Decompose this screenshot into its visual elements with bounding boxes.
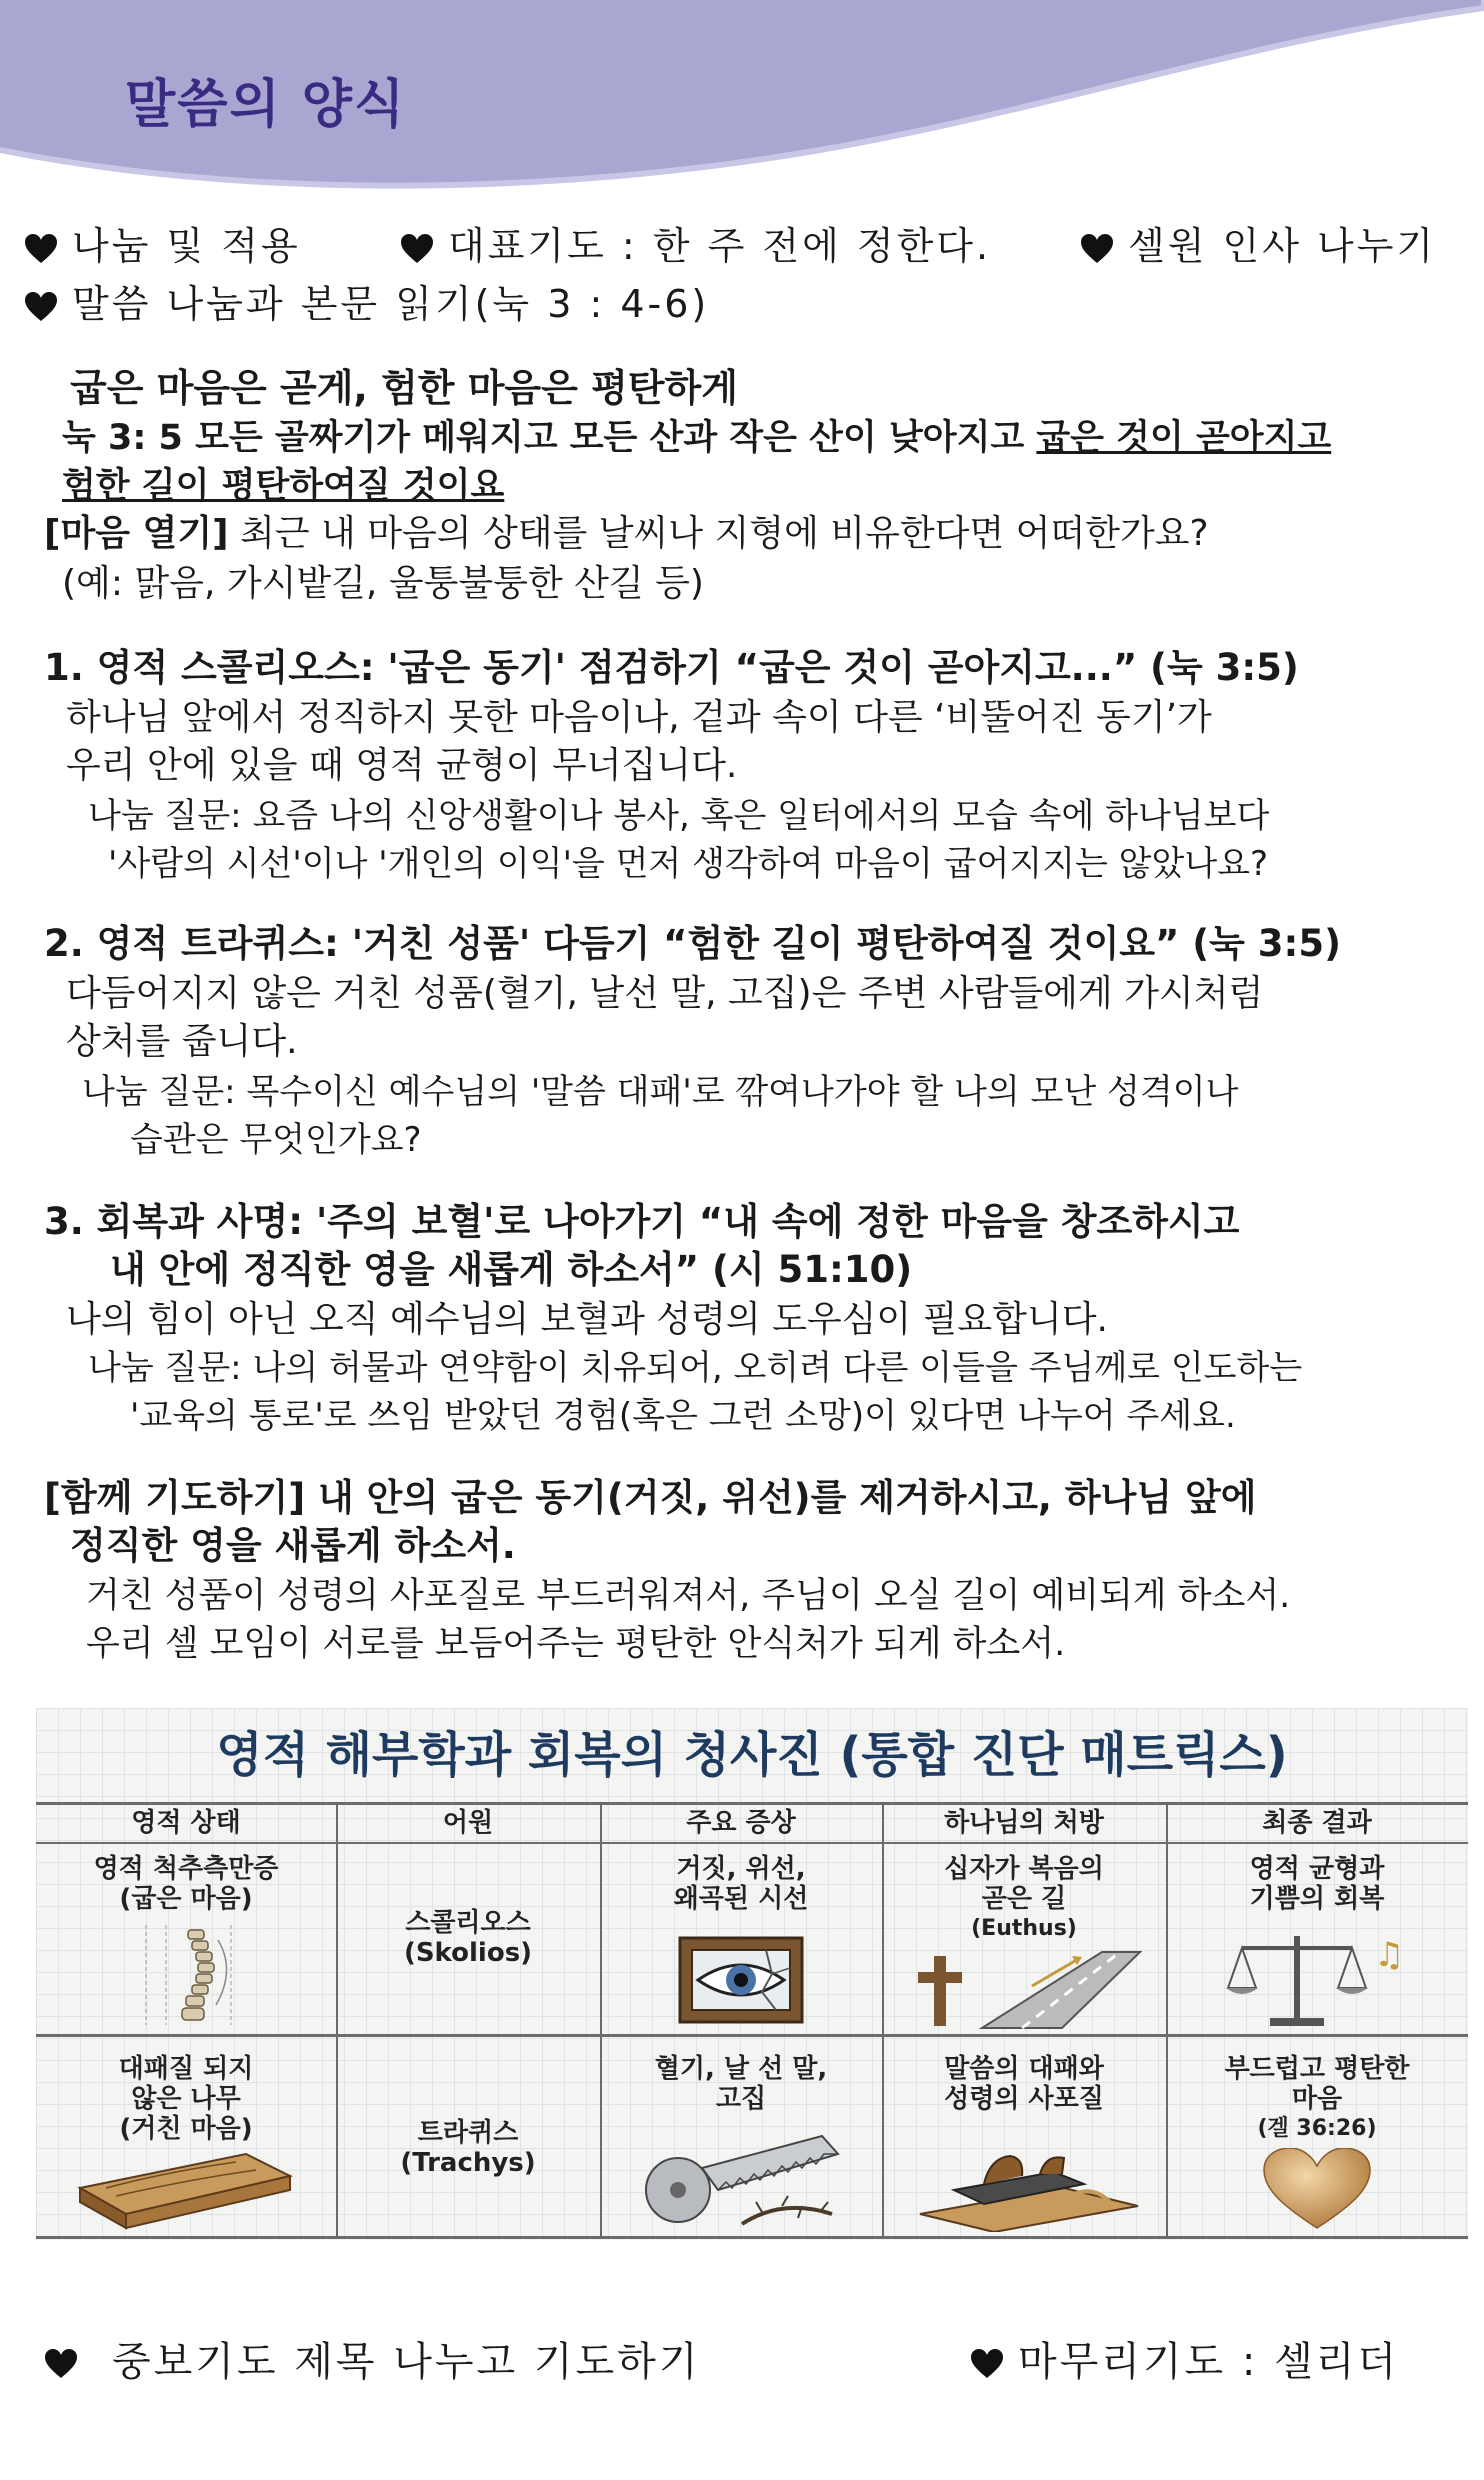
cell-line: (굽은 마음)	[119, 1884, 253, 1914]
verse-underlined-1: 굽은 것이 곧아지고	[1036, 418, 1332, 458]
cell-line: (Skolios)	[403, 1938, 533, 1968]
word-reading-item	[24, 280, 709, 328]
cell-line: 거짓, 위선,	[676, 1854, 806, 1884]
row2-symptom	[600, 2054, 882, 2114]
table-border-bottom	[36, 2236, 1468, 2239]
row2-origin	[336, 2118, 600, 2178]
section-3-question-1: 나눔 질문: 나의 허물과 연약함이 치유되어, 오히려 다른 이들을 주님께로 인도하는	[88, 1348, 1303, 1388]
row1-origin	[336, 1908, 600, 1968]
section-2-question-1: 나눔 질문: 목수이신 예수님의 '말씀 대패'로 깎여나가야 할 나의 모난 성격이나	[82, 1072, 1239, 1112]
broken-mirror-eye-icon	[676, 1934, 806, 2026]
cell-line: 부드럽고 평탄한	[1224, 2054, 1410, 2084]
section-3-body-1: 나의 힘이 아닌 오직 예수님의 보혈과 성령의 도우심이 필요합니다.	[66, 1299, 1108, 1340]
word-reading-label: 말씀 나눔과 본문 읽기(눅 3 : 4-6)	[72, 282, 710, 326]
cell-line: 곧은 길	[981, 1884, 1067, 1914]
spine-icon	[136, 1920, 246, 2030]
prayer-heading-2: 정직한 영을 새롭게 하소서.	[70, 1524, 516, 1567]
cell-line: 십자가 복음의	[944, 1854, 1104, 1884]
col-header-origin: 어원	[442, 1808, 494, 1838]
prayer-body-2: 우리 셀 모임이 서로를 보듬어주는 평탄한 안식처가 되게 하소서.	[86, 1624, 1066, 1664]
heart-icon	[400, 234, 434, 264]
heart-icon	[1080, 234, 1114, 264]
section-1-body-2: 우리 안에 있을 때 영적 균형이 무너집니다.	[66, 745, 738, 786]
row1-remedy	[882, 1854, 1166, 1944]
section-2-question-2: 습관은 무엇인가요?	[130, 1120, 422, 1160]
section-2-heading: 2. 영적 트라퀴스: '거친 성품' 다듬기 “험한 길이 평탄하여질 것이요” (눅 3:5)	[44, 922, 1341, 965]
page-title: 말씀의 양식	[125, 75, 407, 135]
scales-icon	[1226, 1926, 1406, 2030]
cell-line: 마음	[1291, 2084, 1343, 2114]
row1-result	[1166, 1854, 1468, 1914]
col-header-result: 최종 결과	[1262, 1808, 1372, 1838]
verse-underlined-2: 험한 길이 평탄하여질 것이요	[62, 466, 505, 506]
prayer-heading-1: [함께 기도하기] 내 안의 굽은 동기(거짓, 위선)를 제거하시고, 하나님 앞에	[44, 1476, 1257, 1519]
section-3-heading: 3. 회복과 사명: '주의 보혈'로 나아가기 “내 속에 정한 마음을 창조하시고	[44, 1200, 1240, 1243]
heart-icon	[44, 2349, 78, 2379]
passage-verse	[62, 414, 1331, 462]
cell-line: 성령의 사포질	[944, 2084, 1104, 2114]
closing-label: 마무리기도 : 셀리더	[1018, 2339, 1400, 2385]
cell-line: 혈기, 날 선 말,	[654, 2054, 828, 2084]
section-3-question-2: '교육의 통로'로 쓰임 받았던 경험(혹은 그런 소망)이 있다면 나누어 주세요.	[130, 1396, 1236, 1436]
prayer-body-1: 거친 성품이 성령의 사포질로 부드러워져서, 주님이 오실 길이 예비되게 하소서.	[86, 1576, 1291, 1616]
cell-line: 왜곡된 시선	[673, 1884, 809, 1914]
cell-line: 대패질 되지	[118, 2054, 254, 2084]
section-2-body-2: 상처를 줍니다.	[66, 1021, 298, 1062]
row1-symptom	[600, 1854, 882, 1914]
cell-line: 기쁨의 회복	[1249, 1884, 1385, 1914]
col-header-state: 영적 상태	[131, 1808, 241, 1838]
table-row-divider	[36, 2034, 1468, 2037]
row2-state	[36, 2054, 336, 2144]
col-header-symptom: 주요 증상	[686, 1808, 796, 1838]
infographic	[36, 1708, 1468, 2240]
greeting-label: 셀원 인사 나누기	[1128, 224, 1437, 268]
opening-label: [마음 열기]	[44, 513, 229, 554]
sharing-label: 나눔 및 적용	[72, 224, 301, 268]
intercession-label: 중보기도 제목 나누고 기도하기	[112, 2339, 701, 2385]
cell-line: (거친 마음)	[119, 2114, 253, 2144]
cell-line: 말씀의 대패와	[944, 2054, 1104, 2084]
row2-remedy	[882, 2054, 1166, 2114]
cell-line: (겔 36:26)	[1257, 2116, 1377, 2141]
section-1-question-1: 나눔 질문: 요즘 나의 신앙생활이나 봉사, 혹은 일터에서의 모습 속에 하나님보다	[88, 796, 1270, 836]
verse-text: 눅 3: 5 모든 골짜기가 메워지고 모든 산과 작은 산이 낮아지고	[62, 418, 1037, 458]
heart-icon	[24, 234, 58, 264]
section-1-question-2: '사람의 시선'이나 '개인의 이익'을 먼저 생각하여 마음이 굽어지지는 않았나요?	[108, 844, 1269, 884]
cell-line: 스콜리오스	[405, 1908, 531, 1938]
rep-prayer-label: 대표기도 : 한 주 전에 정한다.	[448, 224, 992, 268]
table-header-line	[36, 1842, 1468, 1844]
section-1-heading: 1. 영적 스콜리오스: '굽은 동기' 점검하기 “굽은 것이 곧아지고...” (눅 3:5)	[44, 646, 1299, 689]
heart-icon	[24, 292, 58, 322]
opening-example: (예: 맑음, 가시밭길, 울퉁불퉁한 산길 등)	[62, 563, 704, 604]
cell-line: 영적 척추측만증	[93, 1854, 279, 1884]
cell-line: (Euthus)	[971, 1916, 1077, 1941]
cell-line: (Trachys)	[400, 2148, 536, 2178]
sharing-item	[24, 222, 301, 270]
greeting-item	[1080, 222, 1436, 270]
opening-question	[44, 510, 1209, 558]
svg-text:♫: ♫	[1374, 1935, 1405, 1975]
row1-state	[36, 1854, 336, 1914]
closing-item	[970, 2330, 1399, 2387]
wood-plank-icon	[76, 2148, 296, 2232]
section-2-body-1: 다듬어지지 않은 거친 성품(혈기, 날선 말, 고집)은 주변 사람들에게 가시처럼	[66, 973, 1264, 1014]
rep-prayer-item	[400, 222, 991, 270]
cell-line: 않은 나무	[131, 2084, 241, 2114]
header-band	[0, 0, 1484, 210]
passage-heading: 굽은 마음은 곧게, 험한 마음은 평탄하게	[70, 366, 738, 410]
saw-thorn-icon	[642, 2128, 862, 2232]
cell-line: 트라퀴스	[417, 2118, 519, 2148]
cell-line: 영적 균형과	[1249, 1854, 1385, 1884]
col-header-remedy: 하나님의 처방	[944, 1808, 1104, 1838]
infographic-title: 영적 해부학과 회복의 청사진 (통합 진단 매트릭스)	[216, 1727, 1288, 1783]
heart-icon	[970, 2349, 1004, 2379]
hand-plane-icon	[914, 2128, 1144, 2232]
row2-result	[1166, 2054, 1468, 2144]
cross-road-icon	[912, 1946, 1142, 2030]
intercession-item	[44, 2330, 700, 2387]
cell-line: 고집	[715, 2084, 767, 2114]
section-1-body-1: 하나님 앞에서 정직하지 못한 마음이나, 겉과 속이 다른 ‘비뚤어진 동기’가	[66, 697, 1212, 738]
heart-icon	[1262, 2148, 1372, 2230]
opening-text: 최근 내 마음의 상태를 날씨나 지형에 비유한다면 어떠한가요?	[228, 513, 1209, 554]
section-3-heading-2: 내 안에 정직한 영을 새롭게 하소서” (시 51:10)	[110, 1248, 913, 1291]
